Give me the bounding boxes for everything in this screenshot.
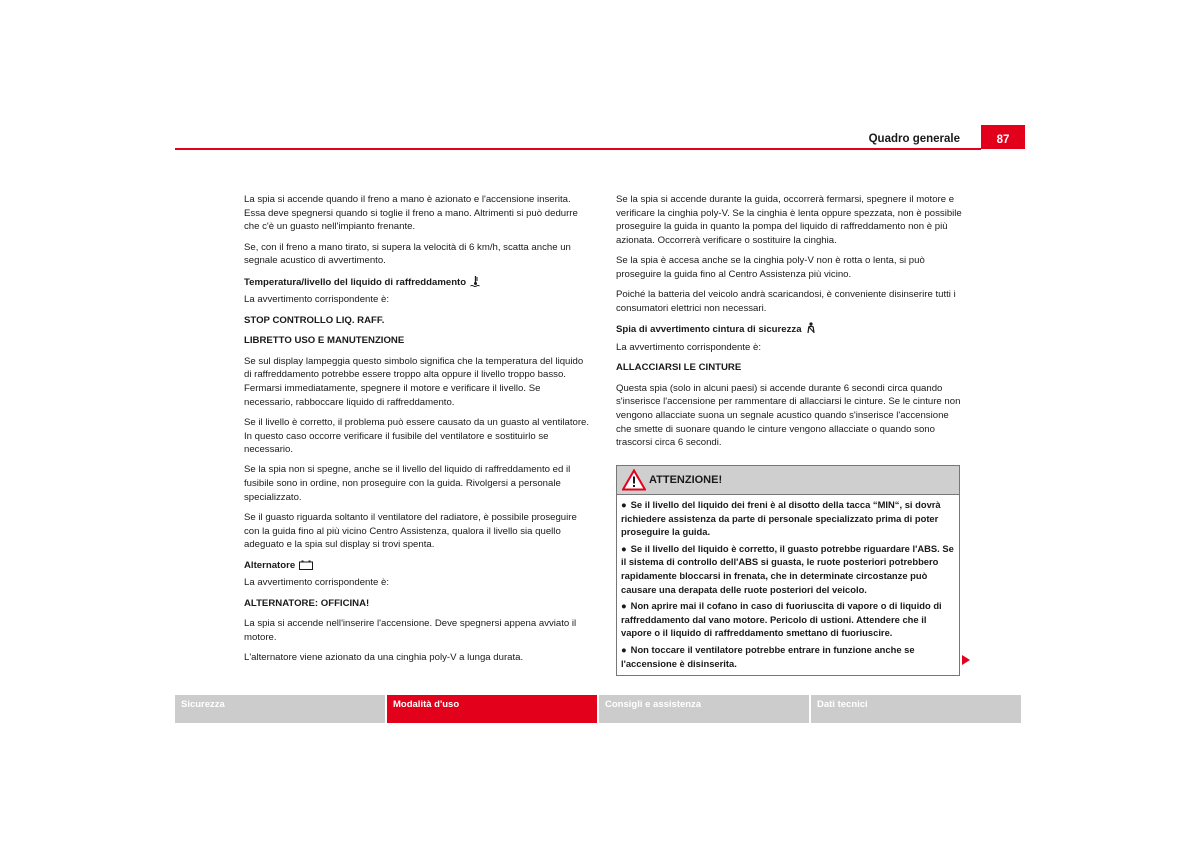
paragraph: Se il guasto riguarda soltanto il ventilatore del radiatore, è possibile proseguire con la guida fino al più vicino Centro Assistenza, qualora il livello sia quello adeguato e la spia sul display si trovi spenta.: [244, 512, 577, 551]
paragraph: Questa spia (solo in alcuni paesi) si accende durante 6 secondi circa quando s'inserisce l'accensione per rammentare di allacciarsi le cinture. Se le cinture non vengono allacciate suona un segnale acustico quando s'inserisce l'accensione che smette di suonare quando le cinture vengono allacciate o quando sono trascorsi circa 6 secondi.: [616, 382, 961, 449]
paragraph: La spia si accende quando il freno a mano è azionato e l'accensione inserita. Essa deve spegnersi quando si toglie il freno a mano. Altrimenti si può dedurre che c'è un guasto nell'impianto frenante.: [244, 194, 578, 233]
tab-dati-tecnici[interactable]: Dati tecnici: [811, 695, 1021, 723]
warning-header: [617, 466, 959, 495]
paragraph: Poiché la batteria del veicolo andrà scaricandosi, è conveniente disinserire tutti i consumatori elettrici non necessari.: [616, 289, 956, 314]
warning-box: [616, 465, 960, 676]
page-number: 87: [981, 125, 1025, 149]
warning-item-text: Non toccare il ventilatore potrebbe entrare in funzione anche se l'accensione è disinserita.: [621, 643, 915, 669]
warning-body: [617, 495, 959, 675]
paragraph: Se la spia non si spegne, anche se il livello del liquido di raffreddamento ed il fusibile sono in ordine, non proseguire con la guida. Rivolgersi a personale specializzato.: [244, 464, 571, 503]
paragraph: La spia si accende nell'inserire l'accensione. Deve spegnersi appena avviato il motore.: [244, 618, 577, 643]
warning-item: [621, 643, 956, 670]
heading-text: Spia di avvertimento cintura di sicurezza: [616, 324, 802, 336]
bullet-icon: ●: [621, 600, 627, 612]
section-heading-coolant: [244, 275, 590, 292]
seatbelt-icon: [806, 322, 816, 339]
paragraph: Se la spia si accende durante la guida, occorrerà fermarsi, spegnere il motore e verificare la cinghia poly-V. Se la cinghia è lenta oppure spezzata, non è possibile proseguire la guida in quanto la pompa del liquido di raffreddamento non è più azionata. Occorrerà verificare o sostituire la cinghia.: [616, 194, 962, 246]
heading-text: Temperatura/livello del liquido di raffreddamento: [244, 276, 467, 288]
tab-consigli-assistenza[interactable]: Consigli e assistenza: [599, 695, 809, 723]
coolant-temperature-icon: [470, 275, 481, 292]
warning-item-text: Se il livello del liquido è corretto, il guasto potrebbe riguardare l'ABS. Se il sistema di controllo dell'ABS si guasta, le ruote posteriori potrebbero rapidamente bloccarsi in frenata, che in determinate circostanze può causare una derapata delle ruote posteriori del veicolo.: [621, 542, 954, 595]
display-message: ALLACCIARSI LE CINTURE: [616, 362, 742, 374]
warning-item: [621, 542, 956, 596]
display-message: LIBRETTO USO E MANUTENZIONE: [244, 335, 405, 347]
left-column: [244, 193, 590, 672]
continue-arrow-icon: [962, 655, 970, 665]
warning-item-text: Se il livello del liquido dei freni è al disotto della tacca “MIN“, si dovrà richiedere assistenza da parte di personale specializzato prima di poter proseguire la guida.: [621, 499, 941, 538]
warning-item: [621, 599, 956, 640]
battery-icon: [299, 560, 313, 575]
tab-sicurezza[interactable]: Sicurezza: [175, 695, 385, 723]
section-heading-alternator: [244, 559, 590, 575]
page-header-title: Quadro generale: [868, 133, 960, 145]
right-column: [616, 193, 962, 456]
warning-triangle-icon: [622, 469, 646, 496]
paragraph: Se, con il freno a mano tirato, si supera la velocità di 6 km/h, scatta anche un segnale acustico di avvertimento.: [244, 241, 571, 267]
bullet-icon: ●: [621, 542, 627, 554]
bullet-icon: ●: [621, 643, 627, 655]
paragraph: La avvertimento corrispondente è:: [616, 341, 762, 353]
section-heading-seatbelt: [616, 322, 962, 339]
paragraph: Se la spia è accesa anche se la cinghia poly-V non è rotta o lenta, si può proseguire la guida fino al Centro Assistenza più vicino.: [616, 255, 925, 280]
paragraph: L'alternatore viene azionato da una cinghia poly-V a lunga durata.: [244, 652, 524, 664]
warning-item-text: Non aprire mai il cofano in caso di fuoriuscita di vapore o di liquido di raffreddamento dal vano motore. Pericolo di ustioni. Attendere che il vapore o il liquido di raffreddamento smettano di fuoriuscire.: [621, 600, 942, 639]
heading-text: Alternatore: [244, 559, 296, 571]
bullet-icon: ●: [621, 499, 627, 510]
paragraph: Se sul display lampeggia questo simbolo significa che la temperatura del liquido di raffreddamento potrebbe essere troppo alta oppure il livello troppo basso. Fermarsi immediatamente, spegnere il motore e verificare il livello. Se necessario, rabboccare liquido di raffreddamento.: [244, 355, 584, 408]
warning-title: ATTENZIONE!: [649, 474, 723, 486]
paragraph: La avvertimento corrispondente è:: [244, 577, 390, 589]
tab-modalita-uso[interactable]: Modalità d'uso: [387, 695, 597, 723]
warning-item: [621, 498, 956, 539]
paragraph: Se il livello è corretto, il problema può essere causato da un guasto al ventilatore. In questo caso occorre verificare il fusibile del ventilatore e sostituirlo se necessario.: [244, 416, 590, 456]
header-rule: [175, 148, 981, 150]
paragraph: La avvertimento corrispondente è:: [244, 294, 390, 306]
display-message: STOP CONTROLLO LIQ. RAFF.: [244, 314, 385, 326]
chapter-nav-bar: [175, 695, 1025, 723]
display-message: ALTERNATORE: OFFICINA!: [244, 597, 370, 609]
